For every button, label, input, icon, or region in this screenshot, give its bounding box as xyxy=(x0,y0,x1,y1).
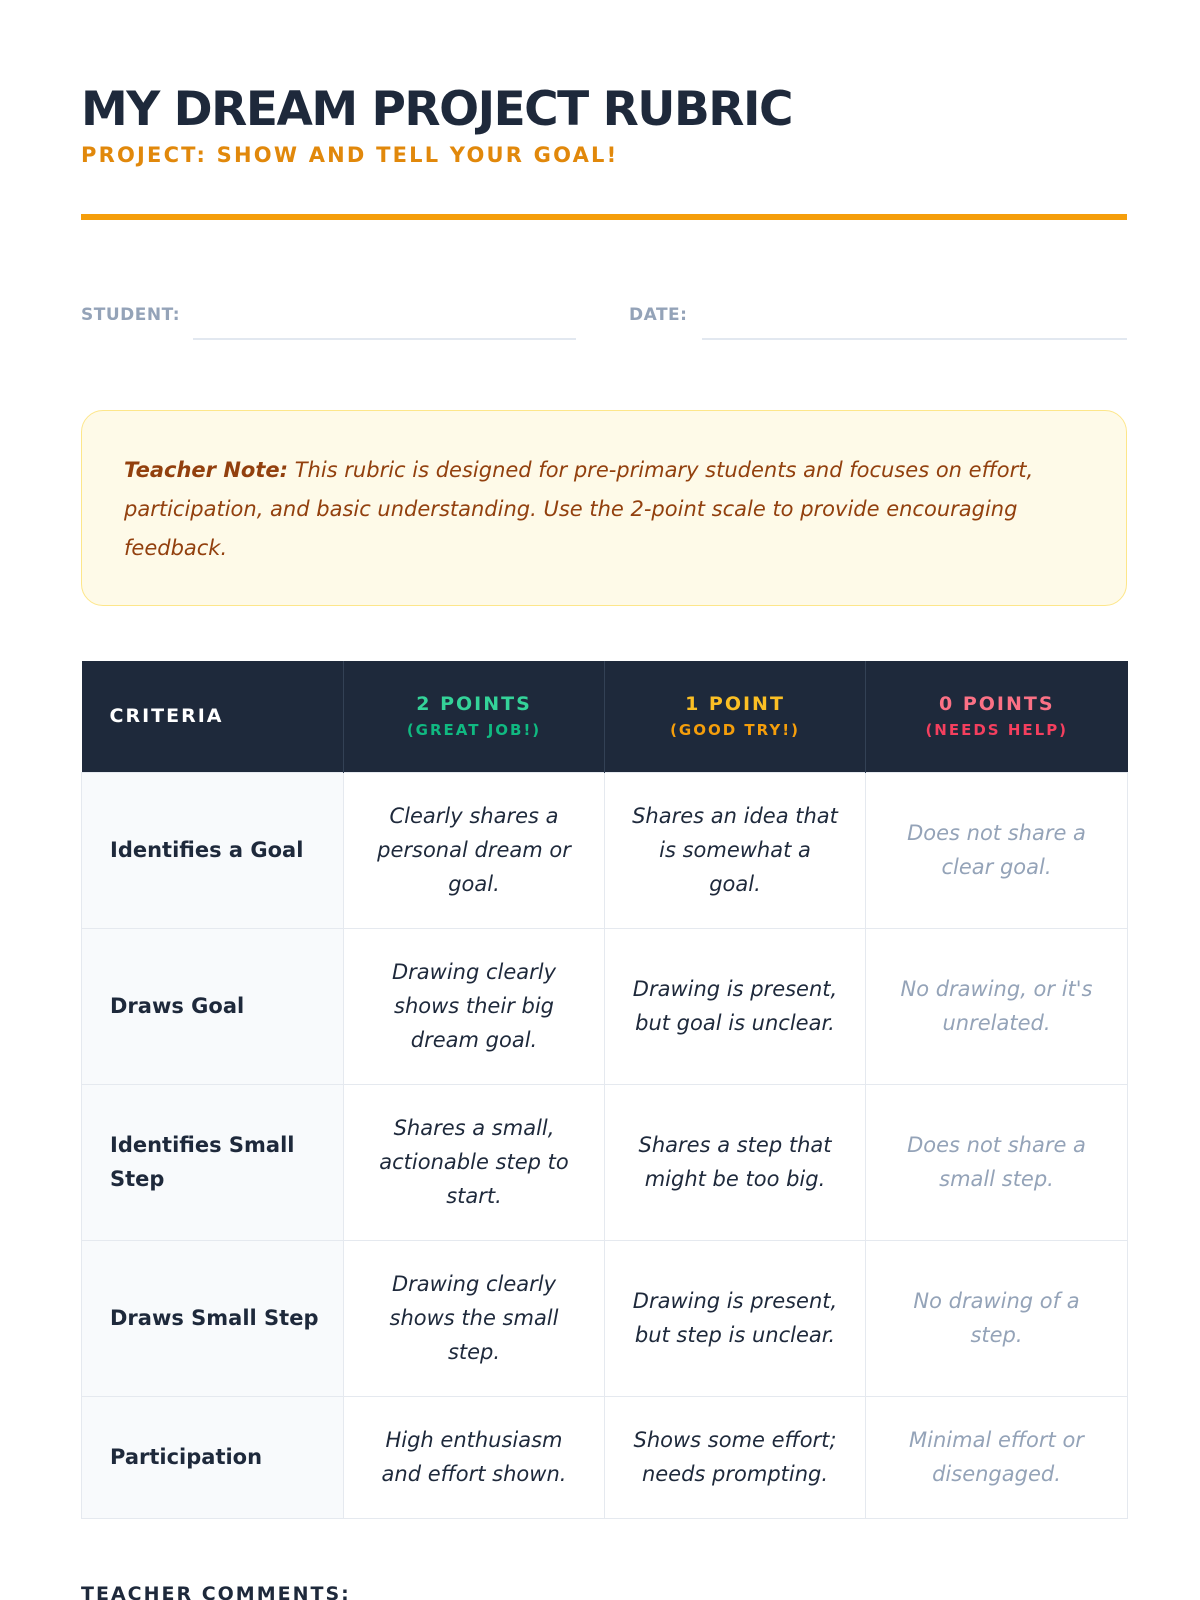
date-label: DATE: xyxy=(629,305,688,325)
criteria-cell: Identifies Small Step xyxy=(82,1084,344,1240)
one-point-cell: Shares an idea that is somewhat a goal. xyxy=(605,772,866,928)
rubric-table xyxy=(81,661,1128,1519)
zero-points-cell: No drawing of a step. xyxy=(866,1240,1128,1396)
page-title: MY DREAM PROJECT RUBRIC xyxy=(81,82,792,137)
one-point-cell: Drawing is present, but step is unclear. xyxy=(605,1240,866,1396)
table-row xyxy=(82,1084,1128,1240)
table-row xyxy=(82,928,1128,1084)
criteria-cell: Draws Goal xyxy=(82,928,344,1084)
one-point-cell: Shares a step that might be too big. xyxy=(605,1084,866,1240)
teacher-note-label: Teacher Note: xyxy=(124,458,289,482)
one-point-label: 1 POINT xyxy=(685,693,785,716)
table-row xyxy=(82,1396,1128,1518)
page-subtitle: PROJECT: SHOW AND TELL YOUR GOAL! xyxy=(81,143,619,167)
rubric-header-row xyxy=(82,661,1128,772)
header-divider xyxy=(81,214,1127,220)
student-name-field[interactable] xyxy=(193,338,576,340)
criteria-header: CRITERIA xyxy=(82,661,344,772)
table-row xyxy=(82,772,1128,928)
one-point-header xyxy=(605,661,866,772)
two-points-cell: Clearly shares a personal dream or goal. xyxy=(344,772,605,928)
date-field[interactable] xyxy=(702,338,1127,340)
zero-points-cell: No drawing, or it's unrelated. xyxy=(866,928,1128,1084)
student-label: STUDENT: xyxy=(81,305,181,325)
criteria-cell: Identifies a Goal xyxy=(82,772,344,928)
one-point-cell: Drawing is present, but goal is unclear. xyxy=(605,928,866,1084)
zero-points-cell: Does not share a clear goal. xyxy=(866,772,1128,928)
two-points-header xyxy=(344,661,605,772)
zero-points-label: 0 POINTS xyxy=(938,693,1055,716)
zero-points-cell: Does not share a small step. xyxy=(866,1084,1128,1240)
zero-points-sublabel: (NEEDS HELP) xyxy=(925,721,1069,740)
two-points-cell: Drawing clearly shows the small step. xyxy=(344,1240,605,1396)
two-points-cell: High enthusiasm and effort shown. xyxy=(344,1396,605,1518)
criteria-cell: Participation xyxy=(82,1396,344,1518)
criteria-cell: Draws Small Step xyxy=(82,1240,344,1396)
teacher-note xyxy=(81,410,1127,606)
two-points-label: 2 POINTS xyxy=(416,693,532,716)
one-point-sublabel: (GOOD TRY!) xyxy=(670,721,800,740)
one-point-cell: Shows some effort; needs prompting. xyxy=(605,1396,866,1518)
zero-points-header xyxy=(866,661,1128,772)
zero-points-cell: Minimal effort or disengaged. xyxy=(866,1396,1128,1518)
teacher-comments-label: TEACHER COMMENTS: xyxy=(81,1583,351,1600)
two-points-cell: Shares a small, actionable step to start. xyxy=(344,1084,605,1240)
table-row xyxy=(82,1240,1128,1396)
teacher-note-text: This rubric is designed for pre-primary students and focuses on effort, participation, and basic understanding. Use the 2-point scale to provide encouraging feedback. xyxy=(124,458,1034,560)
two-points-cell: Drawing clearly shows their big dream goal. xyxy=(344,928,605,1084)
two-points-sublabel: (GREAT JOB!) xyxy=(406,721,542,740)
